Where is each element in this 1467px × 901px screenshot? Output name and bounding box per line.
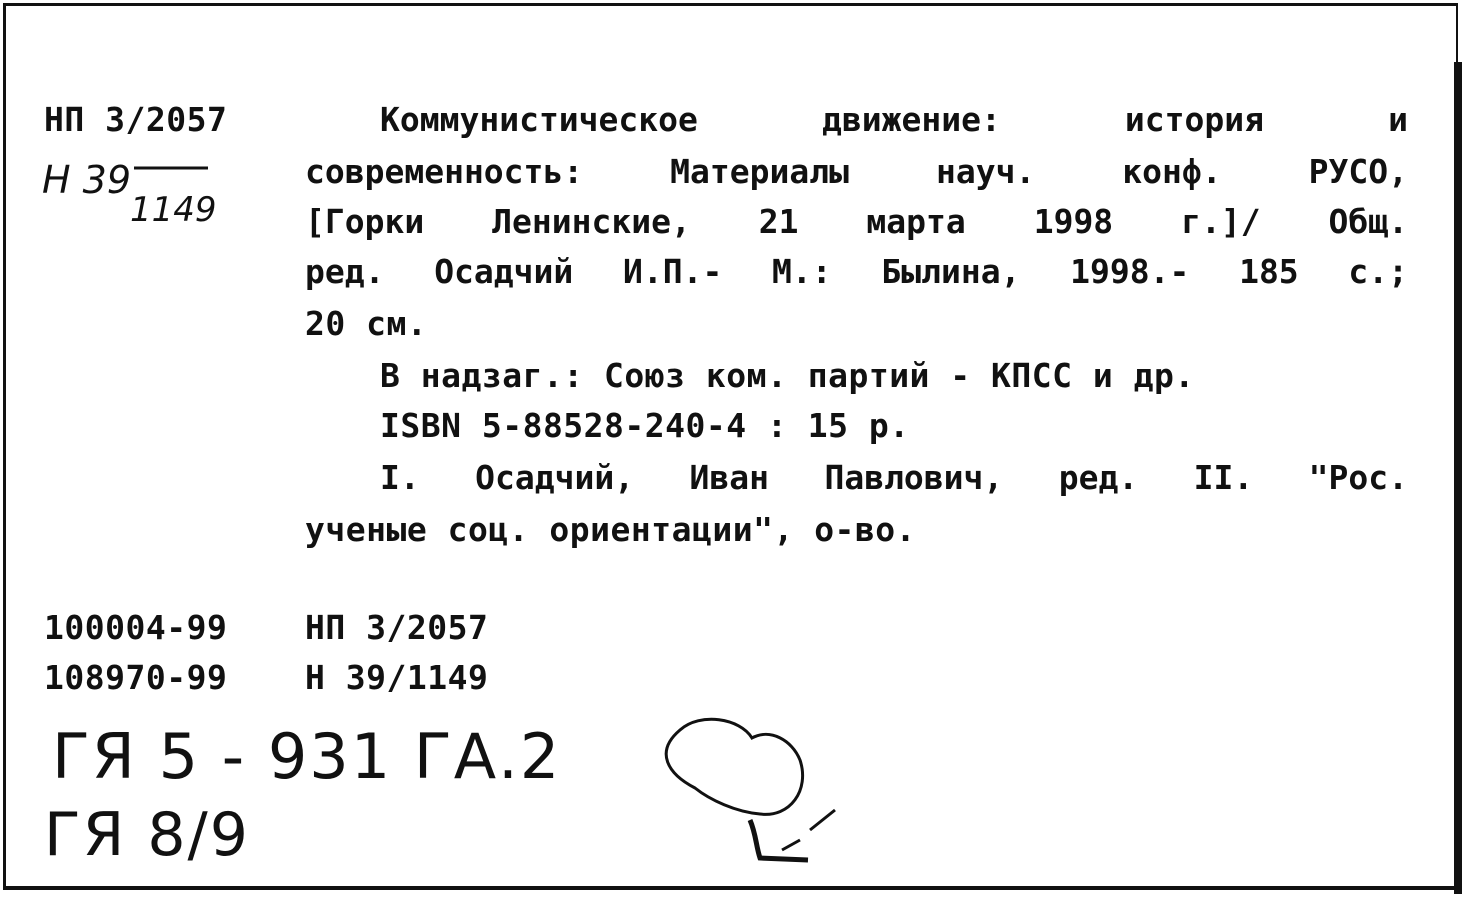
- shelfmark: НП 3/2057: [44, 100, 228, 139]
- accession-code-2: Н 39/1149: [305, 658, 489, 697]
- title-line-3: [Горки Ленинские, 21 марта 1998 г.]/ Общ.: [305, 202, 1408, 241]
- note-line: В надзаг.: Союз ком. партий - КПСС и др.: [380, 356, 1195, 395]
- title-line-5: 20 см.: [305, 304, 428, 343]
- accession-number-1: 100004-99: [44, 608, 228, 647]
- handwritten-blob-mark: [640, 700, 860, 880]
- card-right-edge: [1454, 62, 1462, 894]
- title-line-2: современность: Материалы науч. конф. РУСО,: [305, 152, 1408, 191]
- isbn-line: ISBN 5-88528-240-4 : 15 р.: [380, 406, 910, 445]
- fraction-bar: [132, 165, 212, 171]
- handwritten-fraction: 1149: [130, 190, 217, 230]
- title-line-1: Коммунистическое движение: история и: [380, 100, 1408, 139]
- handwritten-code-1: ГЯ 5 - 931 ГА.2: [52, 720, 562, 793]
- title-line-4: ред. Осадчий И.П.- М.: Былина, 1998.- 185 с.;: [305, 252, 1408, 291]
- tracings-line-1: I. Осадчий, Иван Павлович, ред. II. "Рос.: [380, 458, 1408, 497]
- tracings-line-2: ученые соц. ориентации", о-во.: [305, 510, 917, 549]
- handwritten-number: Н 39: [42, 158, 132, 202]
- accession-code-1: НП 3/2057: [305, 608, 489, 647]
- handwritten-code-2: ГЯ 8/9: [44, 800, 250, 870]
- accession-number-2: 108970-99: [44, 658, 228, 697]
